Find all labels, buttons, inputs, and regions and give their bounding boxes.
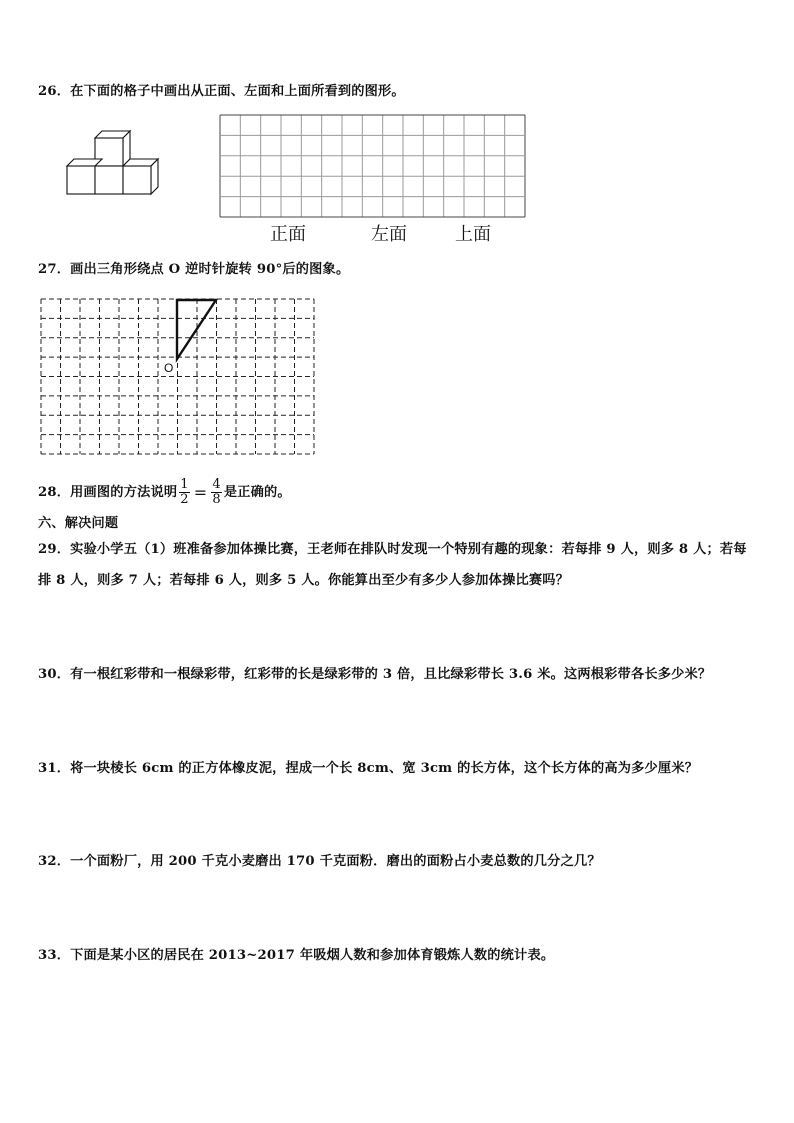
- label-front: 正面: [270, 224, 306, 245]
- point-o-label: O: [164, 361, 174, 375]
- section-6-title: 六、解决问题: [38, 516, 119, 531]
- q28-prefix: 28．用画图的方法说明: [38, 485, 178, 500]
- cube-stack-figure: [62, 128, 166, 200]
- q28-suffix: 是正确的。: [223, 485, 291, 500]
- rotation-grid-q27[interactable]: [40, 296, 316, 456]
- question-26: 26．在下面的格子中画出从正面、左面和上面所看到的图形。: [38, 84, 405, 99]
- question-28: [38, 478, 754, 507]
- question-33: 33．下面是某小区的居民在 2013~2017 年吸烟人数和参加体育锻炼人数的统计表。: [38, 948, 555, 963]
- question-30: 30．有一根红彩带和一根绿彩带，红彩带的长是绿彩带的 3 倍，且比绿彩带长 3.6 米。这两根彩带各长多少米？: [38, 667, 712, 682]
- fraction-4-8: $\frac{4}{8}$: [212, 477, 221, 507]
- question-31: 31．将一块棱长 6cm 的正方体橡皮泥，捏成一个长 8cm、宽 3cm 的长方体，这个长方体的高为多少厘米？: [38, 761, 699, 776]
- question-29: 29．实验小学五（1）班准备参加体操比赛，王老师在排队时发现一个特别有趣的现象：若每排 9 人，则多 8 人；若每排 8 人，则多 7 人；若每排 6 人，则多 5 人。你能算出至少有多少人参加体操比赛吗？: [38, 542, 747, 588]
- equals-sign: =: [193, 482, 208, 502]
- label-left: 左面: [371, 224, 407, 245]
- fraction-1-2: $\frac{1}{2}$: [180, 477, 189, 507]
- label-top: 上面: [455, 224, 491, 245]
- question-32: 32．一个面粉厂，用 200 千克小麦磨出 170 千克面粉．磨出的面粉占小麦总数的几分之几？: [38, 854, 601, 869]
- question-27: 27．画出三角形绕点 O 逆时针旋转 90°后的图象。: [38, 262, 350, 277]
- drawing-grid-q26[interactable]: [219, 114, 526, 218]
